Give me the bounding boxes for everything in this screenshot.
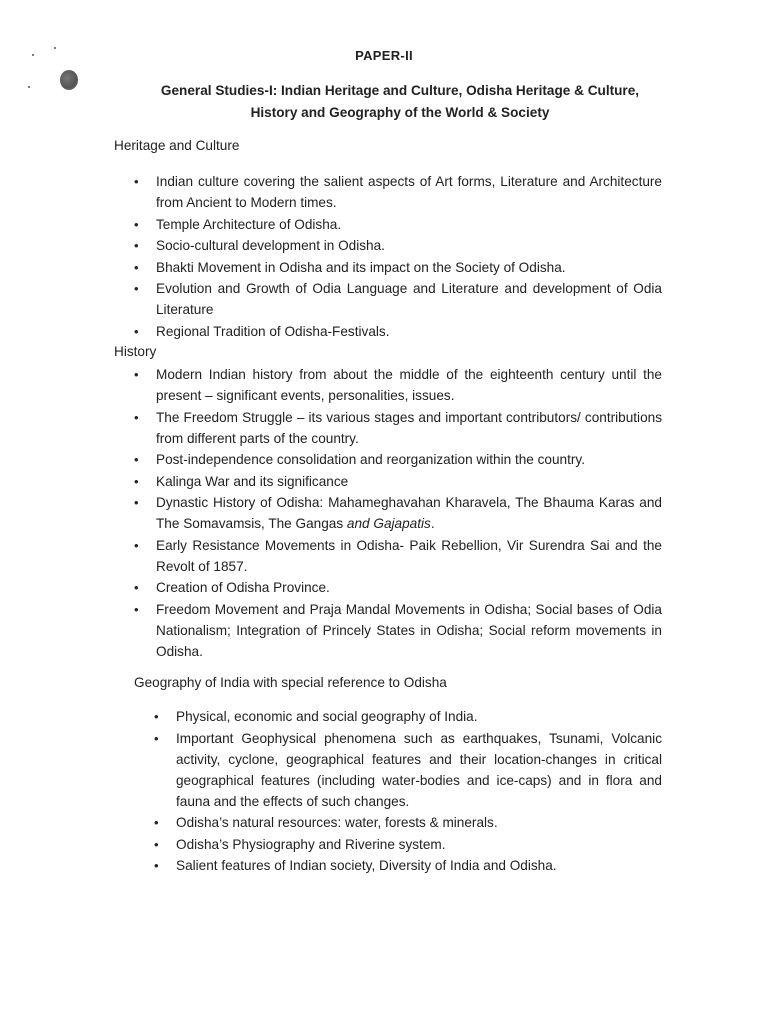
- section-heading-heritage: Heritage and Culture: [114, 138, 240, 153]
- bullet-icon: •: [154, 815, 159, 830]
- list-item: • Regional Tradition of Odisha-Festivals.: [156, 321, 662, 342]
- heritage-list: [134, 171, 662, 342]
- paper-label: PAPER-II: [355, 48, 413, 63]
- bullet-icon: •: [134, 495, 139, 510]
- bullet-icon: •: [154, 709, 159, 724]
- bullet-icon: •: [134, 580, 139, 595]
- bullet-icon: •: [134, 238, 139, 253]
- document-title: [100, 80, 700, 124]
- list-item: • Salient features of Indian society, Diversity of India and Odisha.: [176, 855, 662, 876]
- italic-text: and Gajapatis: [346, 516, 431, 531]
- list-item: • Bhakti Movement in Odisha and its impact on the Society of Odisha.: [156, 257, 662, 278]
- section-heading-geography: Geography of India with special reference to Odisha: [134, 675, 447, 690]
- list-item: • Freedom Movement and Praja Mandal Movements in Odisha; Social bases of Odia Nationalism; Integration of Princely States in Odisha; Social reform movements in Odisha.: [156, 599, 662, 662]
- list-item: • Modern Indian history from about the middle of the eighteenth century until the present – significant events, personalities, issues.: [156, 364, 662, 406]
- list-item: • Odisha’s Physiography and Riverine system.: [176, 834, 662, 855]
- ink-blot-mark: [60, 70, 78, 90]
- bullet-icon: •: [154, 836, 159, 852]
- title-line-1: General Studies-I: Indian Heritage and Culture, Odisha Heritage & Culture,: [160, 83, 640, 98]
- list-item: • Odisha’s natural resources: water, forests & minerals.: [176, 812, 662, 833]
- list-item: • Post-independence consolidation and reorganization within the country.: [156, 449, 662, 470]
- scan-speck: [28, 86, 30, 88]
- list-item: • Physical, economic and social geography of India.: [176, 706, 662, 727]
- title-line-2: History and Geography of the World & Society: [250, 105, 550, 120]
- bullet-icon: •: [154, 730, 159, 746]
- bullet-icon: •: [134, 452, 139, 467]
- bullet-icon: •: [154, 858, 159, 873]
- bullet-icon: •: [134, 409, 139, 425]
- history-list: [134, 364, 662, 662]
- bullet-icon: •: [134, 601, 139, 617]
- section-heading-history: History: [114, 344, 157, 359]
- list-item: • Indian culture covering the salient aspects of Art forms, Literature and Architecture from Ancient to Modern times.: [156, 171, 662, 213]
- list-item: • Early Resistance Movements in Odisha- Paik Rebellion, Vir Surendra Sai and the Revolt of 1857.: [156, 535, 662, 577]
- list-item: • Temple Architecture of Odisha.: [156, 214, 662, 235]
- list-item: • Socio-cultural development in Odisha.: [156, 235, 662, 256]
- list-item: • The Freedom Struggle – its various stages and important contributors/ contributions from different parts of the country.: [156, 407, 662, 449]
- geography-list: [154, 706, 662, 877]
- bullet-icon: •: [134, 323, 139, 339]
- bullet-icon: •: [134, 367, 139, 382]
- bullet-icon: •: [134, 259, 139, 275]
- list-item: • Creation of Odisha Province.: [156, 577, 662, 598]
- list-item: • Evolution and Growth of Odia Language and Literature and development of Odia Literature: [156, 278, 662, 320]
- bullet-icon: •: [134, 174, 139, 189]
- bullet-icon: •: [134, 281, 139, 296]
- bullet-icon: •: [134, 537, 139, 553]
- bullet-icon: •: [134, 216, 139, 232]
- list-item: • Important Geophysical phenomena such as earthquakes, Tsunami, Volcanic activity, cyclone, geographical features and their location-changes in critical geographical features (including water-bodies and ice-caps) and in flora and fauna and the effects of such changes.: [176, 728, 662, 812]
- list-item: • Kalinga War and its significance: [156, 471, 662, 492]
- bullet-icon: •: [134, 473, 139, 489]
- list-item: • Dynastic History of Odisha: Mahameghavahan Kharavela, The Bhauma Karas and The Somavamsis, The Gangas and Gajapatis.: [156, 492, 662, 534]
